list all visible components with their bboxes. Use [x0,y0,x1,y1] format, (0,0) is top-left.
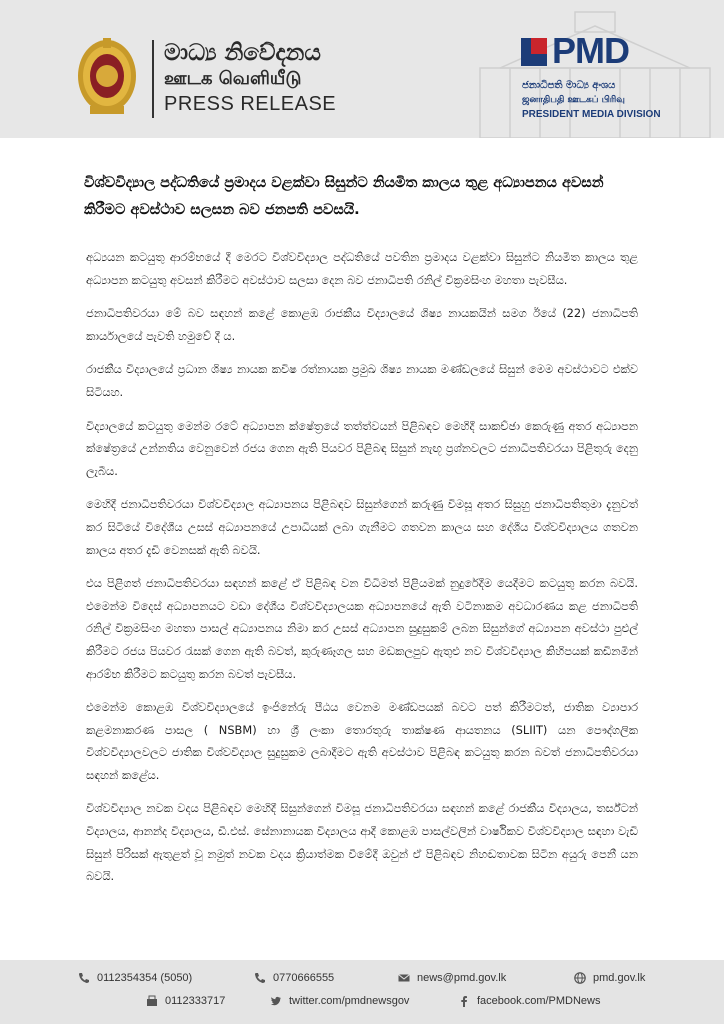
paragraph: එය පිළිගත් ජනාධිපතිවරයා සඳහන් කළේ ඒ පිළිබඳ වන විධිමත් පිළියමක් නුදුරේදීම යෙදීමට කටයුතු කරන බවයි. එමෙන්ම විදෙස් අධ්‍යාපනයට වඩා දේශීය විශ්වවිද්‍යාලයක අධ්‍යාපනයේ ඇති වටිනාකම අවධාරණය කළ ජනාධිපති රනිල් වික්‍රමසිංහ මහතා පාසල් අධ්‍යාපනය නිමා කර උසස් අධ්‍යාපන සුදුසුකම් ලබන සිසුන්ගේ අධ්‍යාපන අවස්ථා පුළුල් කිරීමට රජය පියවර රැසක් ගෙන ඇති බවත්, කුරුණෑගල සහ මඩකලපුව ඇතුළු නව විශ්වවිද්‍යාල කිහිපයක් කඩිනමින් ආරම්භ කිරීමට කටයුතු කරන බවත් පැවසීය. [86,576,638,681]
footer-mobile [254,972,334,984]
globe-icon [574,972,586,984]
paragraph: රාජකීය විද්‍යාලයේ ප්‍රධාන ශිෂ්‍ය නායක කවිෂ රත්නායක ප්‍රමුඛ ශිෂ්‍ය නායක මණ්ඩලයේ සිසුන් මෙම අවස්ථාවට එක්ව සිටියහ. [86,362,638,399]
footer-website[interactable] [574,972,645,984]
footer-phone [78,972,192,984]
paragraph: අධ්‍යයන කටයුතු ආරම්භයේ දී මෙරට විශ්වවිද්‍යාල පද්ධතියේ පවතින ප්‍රමාදය වළක්වා සිසුන්ට නියමිත කාලය තුළ අධ්‍යාපන කටයුතු අවසන් කිරීමට අවස්ථාව සලසා දෙන බව ජනාධිපති රනිල් වික්‍රමසිංහ මහතා පැවසීය. [86,250,638,287]
paragraph: එමෙන්ම කොළඹ විශ්වවිද්‍යාලයේ ඉංජිනේරු පීඨය වෙනම මණ්ඩපයක් බවට පත් කිරීමටත්, ජාතික ව්‍යාපාර කළමනාකරණ පාසල ( NSBM) හා ශ්‍රී ලංකා තොරතුරු තාක්ෂණ ආයතනය (SLIIT) යන පෞද්ගලික විශ්වවිද්‍යාලවලට ජාතික විශ්වවිද්‍යාල සුදුසුකම ලබාදීමට ඇති අවස්ථාව පිළිබඳ කටයුතු කරන බවත් ජනාධිපතිවරයා සඳහන් කළේය. [86,700,638,782]
paragraph: මෙහිදී ජනාධිපතිවරයා විශ්වවිද්‍යාල අධ්‍යාපනය පිළිබඳව සිසුන්ගෙන් කරුණු විමසූ අතර සිසුහු ජනාධිපතිතුමා දැනුවත් කර සිටියේ විදේශීය උසස් අධ්‍යාපනයේ උපාධියක් ලබා ගැනීමට ගතවන කාලය සහ දේශීය විශ්වවිද්‍යාලය ගතවන කාලය අතර දැඩි වෙනසක් ඇති බවයි. [86,497,638,557]
pmd-name-tamil: ஜனாதிபதி ஊடகப் பிரிவு [522,95,625,105]
footer-twitter[interactable] [270,995,409,1007]
phone-icon [78,972,90,984]
paragraph: විද්‍යාලයේ කටයුතු මෙන්ම රටේ අධ්‍යාපන ක්ෂේත්‍රයේ තත්ත්වයන් පිළිබඳව මෙහිදී සාකච්ඡා කෙරුණු අතර අධ්‍යාපන ක්ෂේත්‍රයේ උන්නතිය වෙනුවෙන් රජය ගෙන ඇති පියවර පිළිබඳ සිසුන් නැඟූ ප්‍රශ්නවලට ජනාධිපතිවරයා පිළිතුරු දෙනු ලැබීය. [86,418,638,478]
footer-email[interactable] [398,972,506,984]
envelope-icon [398,972,410,984]
article-body [86,246,638,899]
press-release-title-sinhala: මාධ්‍ය නිවේදනය [164,40,321,66]
press-release-title-english: PRESS RELEASE [164,93,337,115]
paragraph: විශ්වවිද්‍යාල නවක වදය පිළිබඳව මෙහිදී සිසුන්ගෙන් විමසූ ජනාධිපතිවරයා සඳහන් කළේ රාජකීය විද්‍යාලය, තර්ස්ටන් විද්‍යාලය, ආනන්ද විද්‍යාලය, ඩී.එස්. සේනානායක විද්‍යාලය ආදී කොළඹ පාසල්වලින් වාර්ෂිකව විශ්වවිද්‍යාල සඳහා වැඩි සිසුන් පිරිසක් ඇතුළත් වූ නමුත් නවක වදය ක්‍රියාත්මක වීමේදී ඔවුන් ඒ පිළිබඳව නිහඬතාවක සිටින අයුරු පෙනී යන බවයි. [86,801,638,884]
pmd-name-sinhala: ජනාධිපති මාධ්‍ය අංශය [522,80,616,91]
phone-number: 0112354354 (5050) [97,972,193,984]
fax-number: 0112333717 [165,995,226,1007]
header-banner [0,0,724,138]
pmd-logo-accent-icon [531,38,547,54]
sri-lanka-emblem-icon [76,36,138,118]
facebook-icon [458,995,470,1007]
facebook-page[interactable]: facebook.com/PMDNews [477,995,601,1007]
phone-icon [254,972,266,984]
fax-icon [146,995,158,1007]
website-url[interactable]: pmd.gov.lk [593,972,646,984]
press-release-title-tamil: ஊடக வெளியீடு [164,68,302,89]
header-divider [152,40,154,118]
mobile-number: 0770666555 [273,972,335,984]
headline: විශ්වවිද්‍යාල පද්ධතියේ ප්‍රමාදය වළක්වා සිසුන්ට නියමිත කාලය තුළ අධ්‍යාපනය අවසන් කිරීමට අවස්ථාව සලසන බව ජනපති පවසයි. [84,175,604,218]
footer-fax [146,995,225,1007]
email-address[interactable]: news@pmd.gov.lk [417,972,507,984]
footer-facebook[interactable] [458,995,601,1007]
twitter-icon [270,995,282,1007]
contact-footer [0,960,724,1024]
pmd-logo: PMD [552,30,629,71]
paragraph: ජනාධිපතිවරයා මේ බව සඳහන් කළේ කොළඹ රාජකීය විද්‍යාලයේ ශිෂ්‍ය නායකයින් සමග ඊයේ (22) ජනාධිපති කාර්යාලයේ පැවති හමුවේ දී ය. [86,306,638,343]
pmd-name-english: PRESIDENT MEDIA DIVISION [522,109,661,120]
twitter-handle[interactable]: twitter.com/pmdnewsgov [289,995,410,1007]
